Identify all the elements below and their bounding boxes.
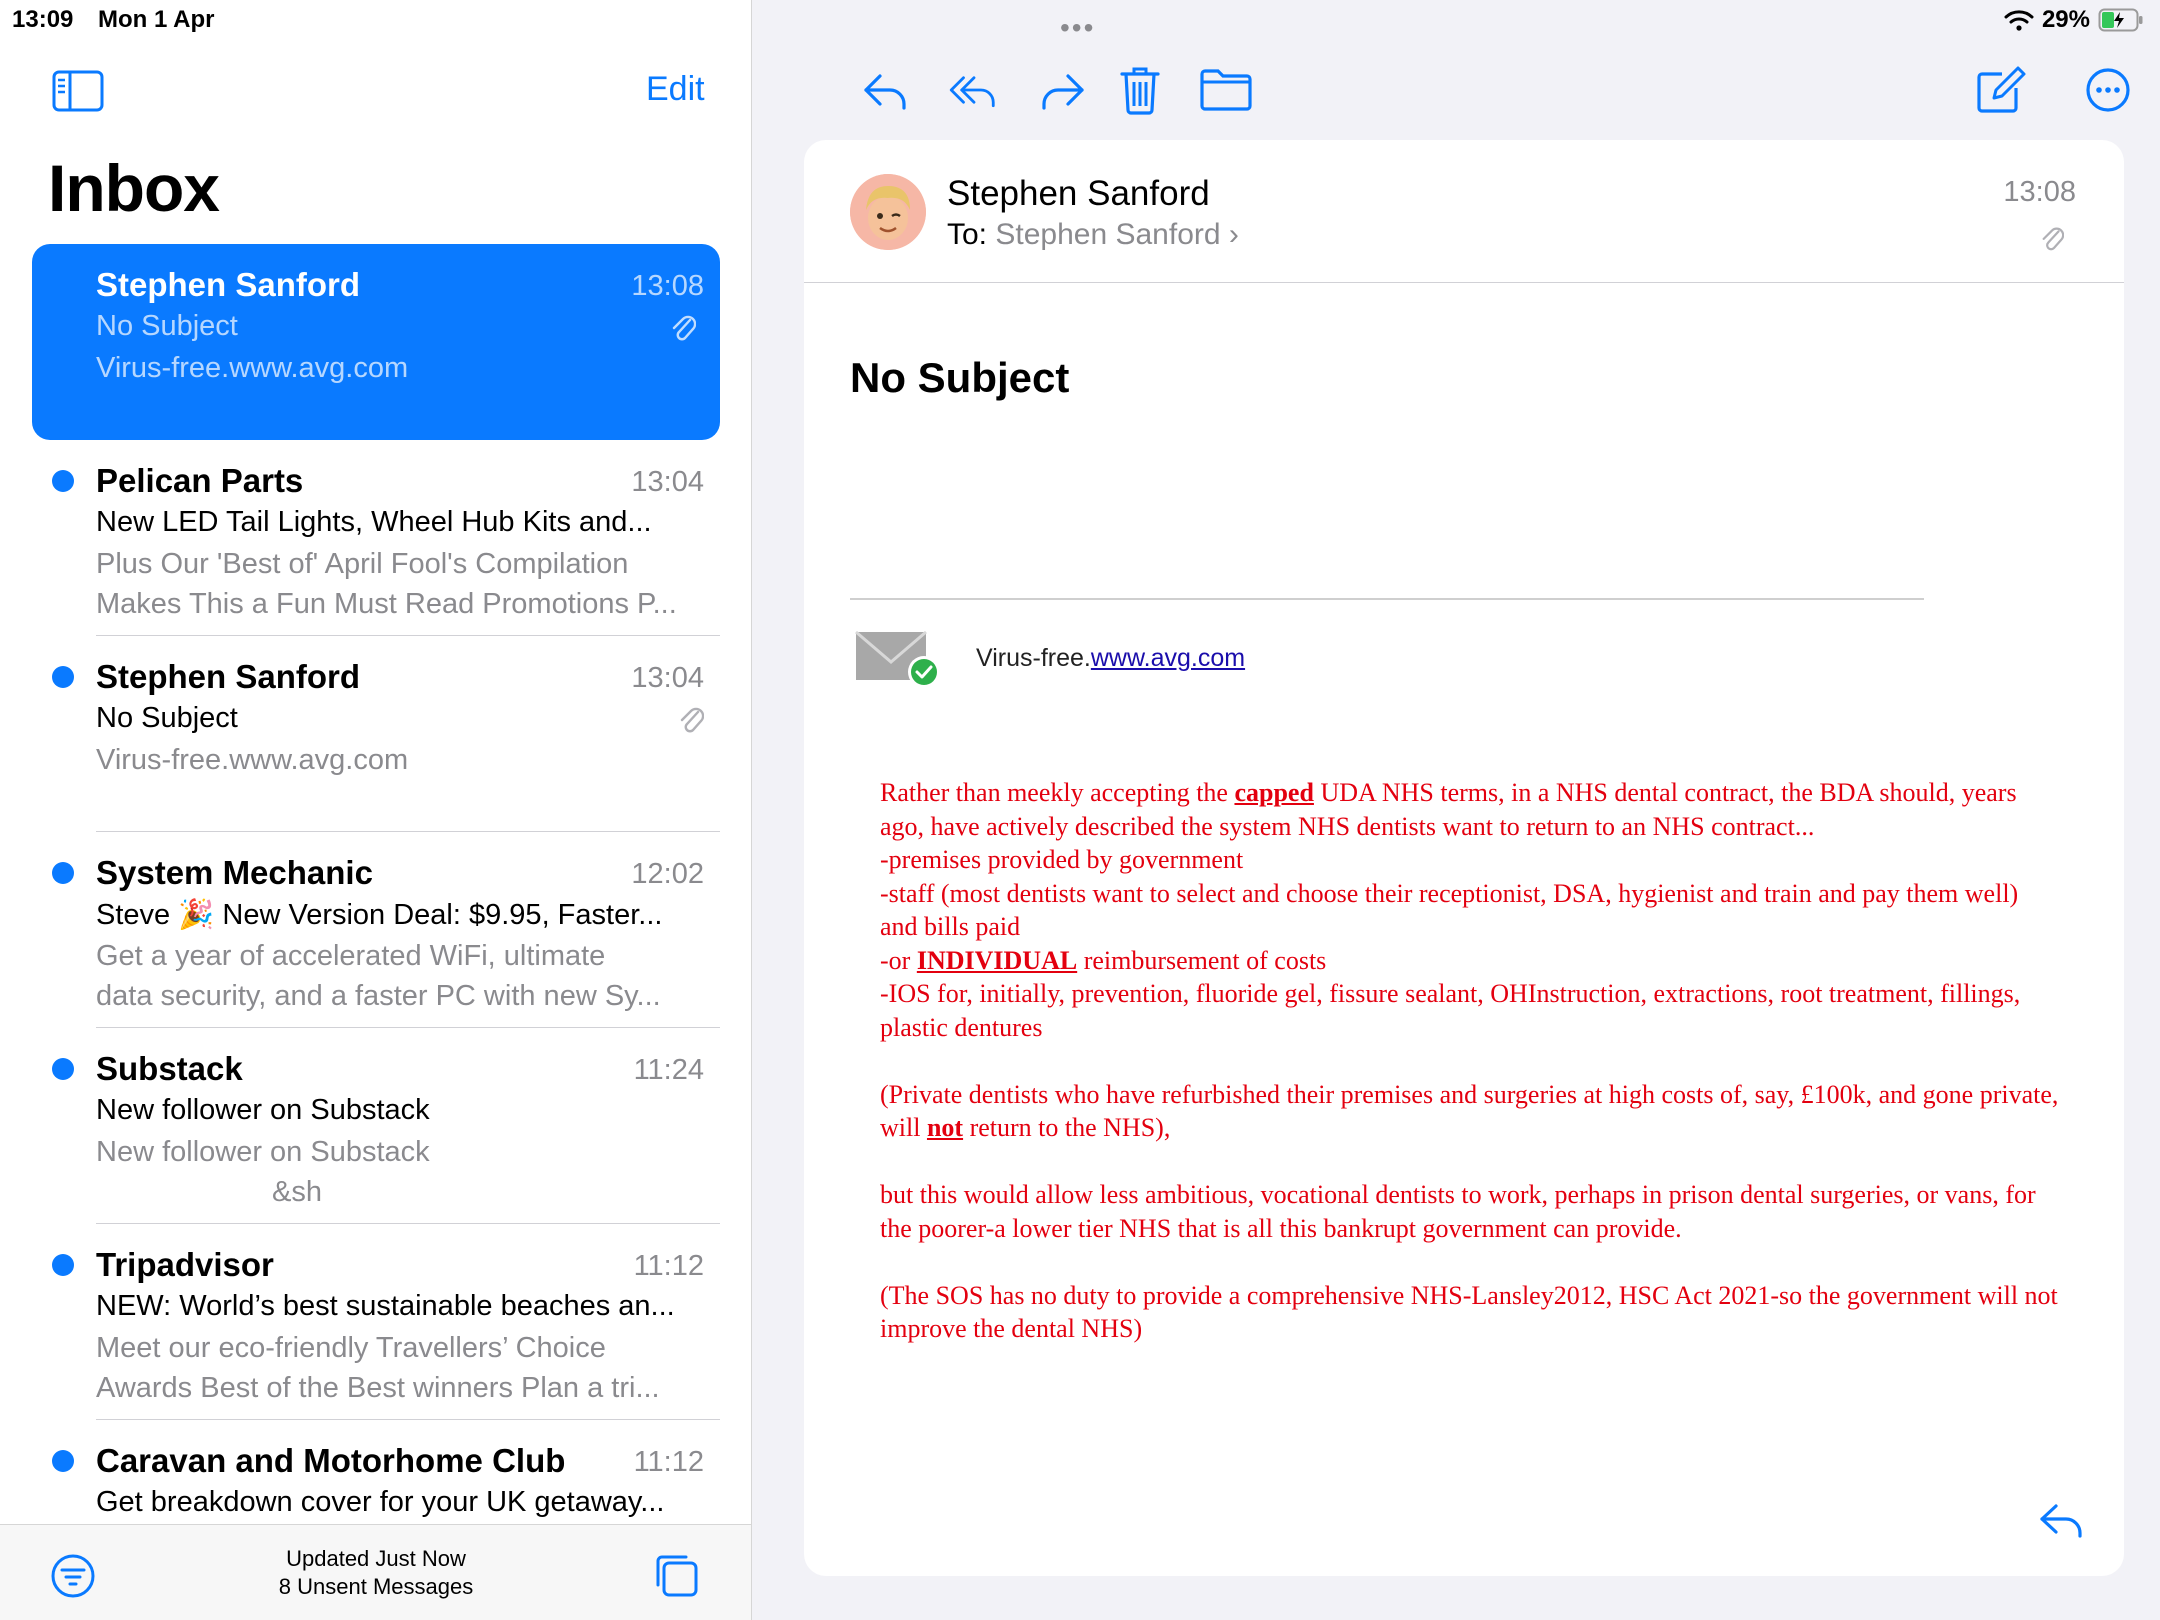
mail-preview (96, 544, 706, 624)
battery-icon (2098, 8, 2144, 32)
mail-preview-line: Get a year of accelerated WiFi, ultimate (96, 940, 606, 972)
mail-subject: New LED Tail Lights, Wheel Hub Kits and... (96, 506, 652, 538)
sync-status (0, 1545, 752, 1601)
mail-preview (96, 740, 706, 780)
mail-preview (96, 1132, 706, 1212)
mail-sender: Substack (96, 1050, 243, 1087)
unsent-status-line: 8 Unsent Messages (278, 1574, 474, 1599)
status-bar-right (2004, 6, 2144, 34)
mail-subject: Get breakdown cover for your UK getaway... (96, 1486, 665, 1518)
folder-icon[interactable] (1198, 62, 1254, 118)
avatar[interactable] (850, 174, 926, 250)
mail-time: 13:08 (631, 270, 704, 302)
compose-icon[interactable] (1972, 62, 2028, 118)
mail-sender: System Mechanic (96, 854, 373, 891)
body-list-item: -staff (most dentists want to select and choose their receptionist, DSA, hygienist and train and pay them well) and bills paid (880, 878, 2019, 941)
body-list-item: -IOS for, initially, prevention, fluoride gel, fissure sealant, OHInstruction, extractions, root treatment, fillings, plastic dentures (880, 979, 2021, 1042)
paperclip-icon (678, 702, 704, 734)
body-paragraph: (The SOS has no duty to provide a comprehensive NHS-Lansley2012, HSC Act 2021-so the government will not improve the dental NHS) (880, 1280, 2058, 1343)
sender-name[interactable]: Stephen Sanford (947, 174, 1210, 213)
reply-all-icon[interactable] (946, 62, 1002, 118)
list-item[interactable] (32, 244, 720, 440)
unread-dot (52, 862, 74, 884)
mail-sender: Pelican Parts (96, 462, 304, 499)
body-text: UDA NHS terms, in a NHS dental contract, the BDA should, years ago, have actively described the system NHS dentists want to return to an NHS contract... (880, 778, 2017, 841)
to-label: To: (947, 218, 988, 251)
avg-link[interactable]: www.avg.com (1090, 644, 1246, 672)
message-card (804, 140, 2124, 1576)
trash-icon[interactable] (1112, 62, 1168, 118)
mail-time: 13:04 (631, 662, 704, 694)
signature-divider (850, 598, 1924, 600)
mail-subject: No Subject (96, 702, 238, 734)
body-paragraph (880, 776, 2060, 1044)
status-time: 13:09 (12, 6, 74, 33)
mail-time: 11:12 (633, 1250, 704, 1282)
mail-time: 11:12 (633, 1446, 704, 1478)
unread-dot (52, 470, 74, 492)
body-text: Rather than meekly accepting the (880, 778, 1235, 807)
body-emphasis: INDIVIDUAL (916, 945, 1078, 975)
memoji-avatar-icon (850, 174, 926, 250)
mail-preview-line: data security, and a faster PC with new Sy... (96, 980, 661, 1012)
mail-preview-line: &sh (272, 1176, 322, 1208)
mail-list (0, 244, 752, 1616)
wifi-icon (2004, 9, 2034, 31)
body-list-item: -premises provided by government (880, 845, 1244, 874)
message-subject: No Subject (850, 354, 1070, 401)
mail-preview-line: Awards Best of the Best winners Plan a tri... (96, 1372, 660, 1404)
unread-dot (52, 1254, 74, 1276)
paperclip-icon (2040, 222, 2064, 252)
body-emphasis: not (926, 1113, 964, 1142)
signature-text (976, 644, 1245, 673)
divider (804, 282, 2124, 283)
mail-sender: Stephen Sanford (96, 658, 361, 695)
mail-preview-line: Plus Our 'Best of' April Fool's Compilation (96, 548, 629, 580)
body-list-item: -or (880, 945, 917, 975)
mail-preview (96, 936, 706, 1016)
unread-dot (52, 1058, 74, 1080)
reply-icon[interactable] (858, 62, 914, 118)
body-emphasis: capped (1234, 778, 1314, 807)
stack-icon[interactable] (652, 1551, 700, 1599)
chevron-right-icon: › (1228, 218, 1239, 251)
mail-sender: Tripadvisor (96, 1246, 274, 1283)
message-pane (752, 0, 2160, 1620)
list-item[interactable] (0, 636, 752, 832)
edit-button[interactable]: Edit (646, 70, 705, 108)
unread-dot (52, 1450, 74, 1472)
mail-time: 11:24 (633, 1054, 704, 1086)
mail-subject: No Subject (96, 310, 238, 342)
mail-subject: New follower on Substack (96, 1094, 430, 1126)
sync-status-line: Updated Just Now (286, 1546, 466, 1571)
mail-subject: Steve 🎉 New Version Deal: $9.95, Faster... (96, 899, 663, 931)
sidebar-icon[interactable] (52, 70, 104, 112)
mail-preview-line: Virus-free.www.avg.com (96, 744, 409, 776)
reply-icon[interactable] (2036, 1494, 2088, 1544)
mail-subject: NEW: World’s best sustainable beaches an... (96, 1290, 675, 1322)
more-icon[interactable] (2080, 62, 2136, 118)
mailbox-toolbar (0, 1524, 752, 1620)
body-paragraph (880, 1078, 2060, 1145)
mail-time: 12:02 (631, 858, 704, 890)
mail-sender: Caravan and Motorhome Club (96, 1442, 566, 1479)
mail-time: 13:04 (631, 466, 704, 498)
mail-preview-line: Meet our eco-friendly Travellers’ Choice (96, 1332, 606, 1364)
mail-preview-line: Makes This a Fun Must Read Promotions P... (96, 588, 677, 620)
list-item[interactable] (0, 832, 752, 1028)
status-date: Mon 1 Apr (98, 6, 215, 33)
list-item[interactable] (0, 1028, 752, 1224)
message-time: 13:08 (2003, 176, 2076, 208)
list-item[interactable] (0, 440, 752, 636)
recipient-name: Stephen Sanford (995, 218, 1221, 251)
battery-percent: 29% (2041, 6, 2090, 33)
list-item[interactable] (0, 1224, 752, 1420)
mail-preview-line: Virus-free.www.avg.com (96, 352, 409, 384)
mailbox-pane (0, 0, 752, 1620)
body-text: return to the NHS), (963, 1113, 1171, 1142)
body-text: (Private dentists who have refurbished their premises and surgeries at high costs of, say, £100k, and gone private, will (880, 1079, 2059, 1142)
signature-prefix: Virus-free. (976, 644, 1091, 672)
mail-preview (96, 1328, 706, 1408)
multitask-handle[interactable]: ••• (1060, 12, 1096, 43)
mail-check-icon (854, 628, 942, 690)
mail-sender: Stephen Sanford (96, 266, 361, 303)
mail-preview-line: New follower on Substack (96, 1136, 430, 1168)
unread-dot (52, 666, 74, 688)
forward-icon[interactable] (1034, 62, 1090, 118)
body-text: reimbursement of costs (1077, 945, 1327, 975)
recipient-line[interactable] (947, 218, 1239, 252)
paperclip-icon (670, 310, 696, 342)
message-body (880, 776, 2060, 1379)
page-title: Inbox (48, 151, 219, 225)
mail-preview (96, 348, 706, 388)
body-paragraph: but this would allow less ambitious, vocational dentists to work, perhaps in prison dental surgeries, or vans, for the poorer-a lower tier NHS that is all this bankrupt government can provide. (880, 1180, 2036, 1243)
